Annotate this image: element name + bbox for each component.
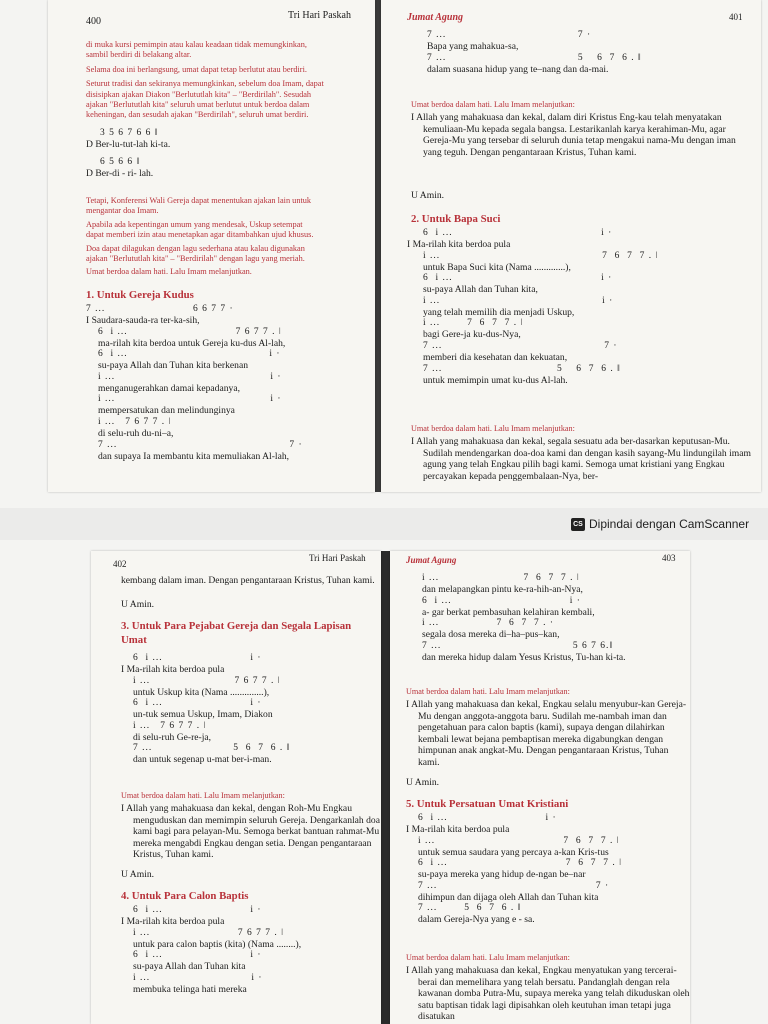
chant-line: 6 i ... i · a- gar berkat pembasuhan kelahiran kembali, [422,595,595,618]
section-title: 2. Untuk Bapa Suci [411,213,501,225]
scanner-caption: Dipindai dengan CamScanner [589,517,750,531]
rubric-line: di muka kursi pemimpin atau kalau keadaan tidak memungkinkan, [86,40,307,49]
prayer-text: I Allah yang mahakuasa dan kekal, Engkau menyatukan yang tercerai-berai dan memelihara yang telah bersatu. Pandanglah dengan rela kawanan domba Putra-Mu, supaya mereka yang telah dikuduskan oleh satu baptisan tidak lagi dipisahkan oleh keutuhan iman tetapi juga disatukan [406,965,690,1023]
running-head: Tri Hari Paskah [288,10,351,21]
rubric-line: Tetapi, Konferensi Wali Gereja dapat menentukan ajakan lain untuk [86,196,312,205]
chant-line: 6 i ... i · I Ma-rilah kita berdoa pula [121,905,262,927]
chant-line: i ... 7 6 7 7 . ǀ dan melapangkan pintu ke-ra-hih-an-Nya, [422,573,583,595]
chant-line: 7 ... 7 · dan supaya Ia membantu kita memuliakan Al-lah, [98,439,303,462]
chant-line: i ... 7 6 7 7 . ǀ untuk Bapa Suci kita (Nama .............), [423,250,659,273]
intercession-chant [121,653,376,766]
deacon-chant [86,128,371,179]
intro-rubric [86,40,371,121]
page-402 [91,551,381,1024]
rubric-line: keheningan, dan sesudah ajakan "Berdirilah", seluruh umat berdiri. [86,110,309,120]
chant-line: i ... 7 6 7 7 . · segala dosa mereka di–ha–pus–kan, [422,618,560,641]
notation: 3 5 6 7 6 6 ǁ [100,128,159,138]
chant-line: 6 i ... i · su-paya Allah dan Tuhan kita berkenan [98,349,281,372]
chant-line: i ... 7 6 7 7 . ǀ di selu-ruh du-ni–a, [98,416,174,439]
section-title: 1. Untuk Gereja Kudus [86,289,194,301]
running-head: Jumat Agung [406,555,457,565]
rubric-line: Seturut tradisi dan sekiranya memungkinkan, sebelum doa Imam, dapat [86,79,324,89]
scanner-watermark-bar [0,508,768,540]
chant-continued [412,573,682,663]
chant-line: i ... 7 6 7 7 . ǀ untuk semua saudara yang percaya a-kan Kris-tus [418,835,620,858]
page-400 [48,0,375,492]
prayer-text: I Allah yang mahakuasa dan kekal, dalam diri Kristus Eng-kau telah menyatakan kemuliaan-Mu kepada segala bangsa. Lestarikanlah karya kerahiman-Mu, agar Gereja-Mu yang tersebar di seluruh dunia tetap mengakui nama-Mu dengan iman yang teguh. Dengan pengantaraan Kristus, Tuhan kami. [411,112,736,158]
response: U Amin. [121,599,155,610]
prayer-text: I Allah yang mahakuasa dan kekal, Engkau selalu menyubur-kan Gereja-Mu dengan anggota-anggota baru. Sudilah me-nambah iman dan pengetahuan para calon baptis (kami), supaya dengan dilahirkan kembali lewat bejana pembaptisan mereka digabungkan dengan himpunan anak angkat-Mu. Dengan pengantaraan Kristus, Tuhan kami. [406,699,687,768]
page-number: 401 [729,12,743,22]
chant-line: 7 ... 6 6 7 7 · I Saudara-sauda-ra ter-ka-sih, [86,304,234,326]
chant-line: i ... i · yang telah memilih dia menjadi Uskup, [423,295,614,318]
rubric-block [86,196,371,278]
page-number: 403 [662,553,676,563]
rubric-line: Apabila ada kepentingan umum yang mendesak, Uskup setempat [86,219,303,229]
chant-line: i ... 7 6 7 7 . ǀ bagi Gere-ja ku-dus-Nya, [423,318,524,341]
rubric: Umat berdoa dalam hati. Lalu Imam melanjutkan: [406,687,570,696]
chant-line: 6 i ... i · I Ma-rilah kita berdoa pula [406,813,557,835]
chant-line: 7 ... 5 6 7 6 . ǁ dan untuk segenap u-mat ber-i-man. [133,743,291,766]
rubric-line: sambil berdiri di belakang altar. [86,50,192,60]
response: U Amin. [121,869,155,880]
chant-line: 7 ... 5 6 7 6 . ǁ dalam Gereja-Nya yang e - sa. [418,903,535,926]
rubric-line: dapat memberi izin atau menetapkan agar ditambahkan ujud khusus. [86,230,314,240]
camscanner-logo-icon: CS [571,518,585,531]
running-head: Tri Hari Paskah [309,553,366,563]
notation: 7 ... 5 6 7 6 . ǁ [427,52,642,63]
rubric-line: Doa dapat dilagukan dengan lagu sederhana atau kalau digunakan [86,243,305,253]
chant-line: i ... 7 6 7 7 . ǀ untuk para calon baptis (kita) (Nama ........), [133,927,302,950]
chant-line: 7 ... 7 · dihimpun dan dijaga oleh Allah dan Tuhan kita [418,880,610,903]
book-spine [381,551,390,1024]
rubric-line: ajakan "Berlututlah kita" seluruh umat berlutut untuk berdoa dalam [86,100,310,110]
chant-text: D Ber-lu-tut-lah ki-ta. [86,139,171,150]
rubric-line: Selama doa ini berlangsung, umat dapat tetap berlutut atau berdiri. [86,64,307,74]
response: U Amin. [406,777,440,788]
chant-line: 6 i ... i · un-tuk semua Uskup, Imam, Diakon [133,698,273,721]
chant-text: Bapa yang mahakua-sa, [427,41,519,52]
chant-line: 7 ... 5 6 7 6.ǁ dan mereka hidup dalam Yesus Kristus, Tu-han ki-ta. [422,640,626,663]
chant-line: 6 i ... i · I Ma-rilah kita berdoa pula [407,228,613,250]
section-title: 4. Untuk Para Calon Baptis [121,890,249,902]
chant-line: i ... 7 6 7 7 . ǀ di selu-ruh Ge-re-ja, [133,720,212,743]
rubric: Umat berdoa dalam hati. Lalu Imam melanjutkan: [411,424,575,433]
intercession-chant [407,228,747,386]
chant-line: 6 i ... 7 6 7 7 . ǀ ma-rilah kita berdoa untuk Gereja ku-dus Al-lah, [98,326,286,349]
response: U Amin. [411,190,445,201]
running-head: Jumat Agung [407,12,464,23]
rubric-line: disisipkan ajakan Diakon "Berlututlah kita" – "Berdirilah". Sesudah [86,89,312,99]
chant-continued [407,30,747,75]
chant-line: 6 i ... i · I Ma-rilah kita berdoa pula [121,653,262,675]
page-number: 400 [86,16,101,27]
chant-line: 6 i ... i · su-paya Allah dan Tuhan kita, [423,273,613,296]
section-title: 5. Untuk Persatuan Umat Kristiani [406,798,569,810]
page-number: 402 [113,559,127,569]
chant-line: 7 ... 5 6 7 6 . ǁ untuk memimpin umat ku-dus Al-lah. [423,363,621,386]
rubric-line: Umat berdoa dalam hati. Lalu Imam melanjutkan. [86,267,252,277]
rubric: Umat berdoa dalam hati. Lalu Imam melanjutkan: [406,953,570,962]
section-title: 3. Untuk Para Pejabat Gereja dan Segala Lapisan Umat [121,620,352,646]
intercession-chant [86,304,371,462]
chant-line: i ... i · membuka telinga hati mereka [133,972,263,995]
page-403 [390,551,690,1024]
prayer-text: I Allah yang mahakuasa dan kekal, segala sesuatu ada ber-dasarkan keputusan-Mu. Sudilah mendengarkan doa-doa kami dan dengan kasih sayang-Mu lindungilah imam agung yang telah Engkau pilih bagi kami. Semoga umat kristiani yang Engkau percayakan kepada penggembalaan-Nya, ber- [411,436,751,482]
chant-line: 6 i ... 7 6 7 7 . ǀ su-paya mereka yang hidup de-ngan be–nar [418,858,623,881]
chant-text: D Ber-di - ri- lah. [86,167,154,179]
prayer-text: I Allah yang mahakuasa dan kekal, dengan Roh-Mu Engkau menguduskan dan memimpin seluruh Gereja. Dengarkanlah doa kami bagi para pelayan-Mu. Semoga berkat bantuan rahmat-Mu mereka mengabdi Engkau dengan setia. Dengan pengantaraan Kristus, Tuhan kami. [121,803,380,861]
notation: 6 5 6 6 ǁ [100,156,141,167]
chant-line: i ... 7 6 7 7 . ǀ untuk Uskup kita (Nama ..............), [133,675,281,698]
rubric: Umat berdoa dalam hati. Lalu Imam melanjutkan: [411,100,575,109]
chant-text: dalam suasana hidup yang te–nang dan da-mai. [427,63,609,75]
intercession-chant [406,813,682,926]
chant-line: 7 ... 7 · memberi dia kesehatan dan kekuatan, [423,340,618,363]
notation: 7 ... 7 · [427,30,592,40]
chant-line: i ... i · mempersatukan dan melindunginya [98,394,282,417]
prayer-continued: kembang dalam iman. Dengan pengantaraan Kristus, Tuhan kami. [121,575,375,586]
rubric-line: mengantar doa Imam. [86,206,159,216]
page-401 [381,0,761,492]
chant-line: 6 i ... i · su-paya Allah dan Tuhan kita [133,950,262,973]
rubric-line: ajakan "Berlututlah kita" – "Berdirilah" dengan lagu yang meriah. [86,254,305,264]
intercession-chant [121,905,376,995]
chant-line: i ... i · menganugerahkan damai kepadanya, [98,371,282,394]
rubric: Umat berdoa dalam hati. Lalu Imam melanjutkan: [121,791,285,800]
